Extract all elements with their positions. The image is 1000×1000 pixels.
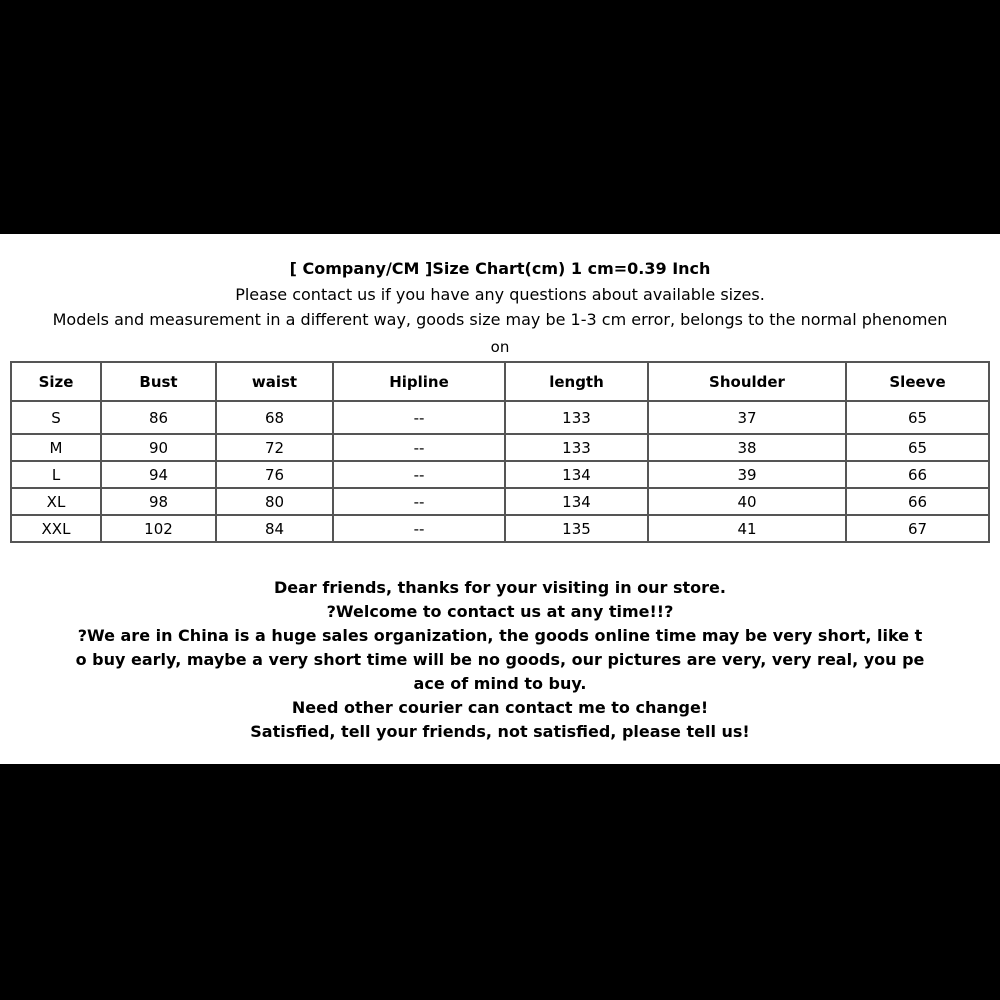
column-header-size: Size — [11, 362, 101, 401]
measurement-notice-continued: on — [490, 338, 510, 356]
table-cell: S — [11, 401, 101, 434]
table-cell: 133 — [505, 434, 648, 461]
measurement-notice: Models and measurement in a different way, goods size may be 1-3 cm error, belongs to the normal phenomen — [52, 310, 948, 329]
column-header-waist: waist — [216, 362, 333, 401]
table-row — [11, 461, 989, 488]
column-header-bust: Bust — [101, 362, 216, 401]
table-cell: XXL — [11, 515, 101, 542]
table-cell: 41 — [648, 515, 846, 542]
size-table — [10, 361, 990, 543]
table-row — [11, 515, 989, 542]
table-cell: 40 — [648, 488, 846, 515]
table-cell: -- — [333, 461, 505, 488]
note-line: Need other courier can contact me to change! — [291, 698, 709, 717]
table-cell: L — [11, 461, 101, 488]
table-cell: -- — [333, 515, 505, 542]
table-cell: 66 — [846, 461, 989, 488]
table-cell: 67 — [846, 515, 989, 542]
table-row — [11, 488, 989, 515]
column-header-shoulder: Shoulder — [648, 362, 846, 401]
note-line: ace of mind to buy. — [413, 674, 587, 693]
table-cell: 133 — [505, 401, 648, 434]
table-cell: 134 — [505, 488, 648, 515]
table-cell: 72 — [216, 434, 333, 461]
table-cell: 134 — [505, 461, 648, 488]
table-cell: 80 — [216, 488, 333, 515]
column-header-hipline: Hipline — [333, 362, 505, 401]
store-notes — [0, 576, 1000, 744]
note-line: o buy early, maybe a very short time will be no goods, our pictures are very, very real, you pe — [75, 650, 925, 669]
table-row — [11, 434, 989, 461]
table-cell: 65 — [846, 401, 989, 434]
table-cell: 135 — [505, 515, 648, 542]
note-line: ?We are in China is a huge sales organization, the goods online time may be very short, like t — [77, 626, 923, 645]
size-chart-panel — [0, 234, 1000, 764]
note-line: Dear friends, thanks for your visiting in our store. — [274, 578, 726, 597]
table-cell: XL — [11, 488, 101, 515]
table-cell: 76 — [216, 461, 333, 488]
note-line: ?Welcome to contact us at any time!!? — [326, 602, 674, 621]
table-cell: -- — [333, 434, 505, 461]
table-cell: 94 — [101, 461, 216, 488]
table-cell: 65 — [846, 434, 989, 461]
table-cell: 90 — [101, 434, 216, 461]
column-header-sleeve: Sleeve — [846, 362, 989, 401]
table-cell: -- — [333, 401, 505, 434]
note-line: Satisfied, tell your friends, not satisfied, please tell us! — [250, 722, 750, 741]
table-cell: 68 — [216, 401, 333, 434]
table-cell: 98 — [101, 488, 216, 515]
table-row — [11, 401, 989, 434]
contact-notice: Please contact us if you have any questions about available sizes. — [235, 285, 765, 304]
column-header-length: length — [505, 362, 648, 401]
table-cell: 84 — [216, 515, 333, 542]
table-header-row — [11, 362, 989, 401]
table-cell: 39 — [648, 461, 846, 488]
table-cell: 37 — [648, 401, 846, 434]
size-chart-title: [ Company/CM ]Size Chart(cm) 1 cm=0.39 Inch — [289, 259, 711, 278]
table-cell: 86 — [101, 401, 216, 434]
table-cell: -- — [333, 488, 505, 515]
table-cell: 102 — [101, 515, 216, 542]
table-cell: 38 — [648, 434, 846, 461]
table-cell: M — [11, 434, 101, 461]
table-cell: 66 — [846, 488, 989, 515]
